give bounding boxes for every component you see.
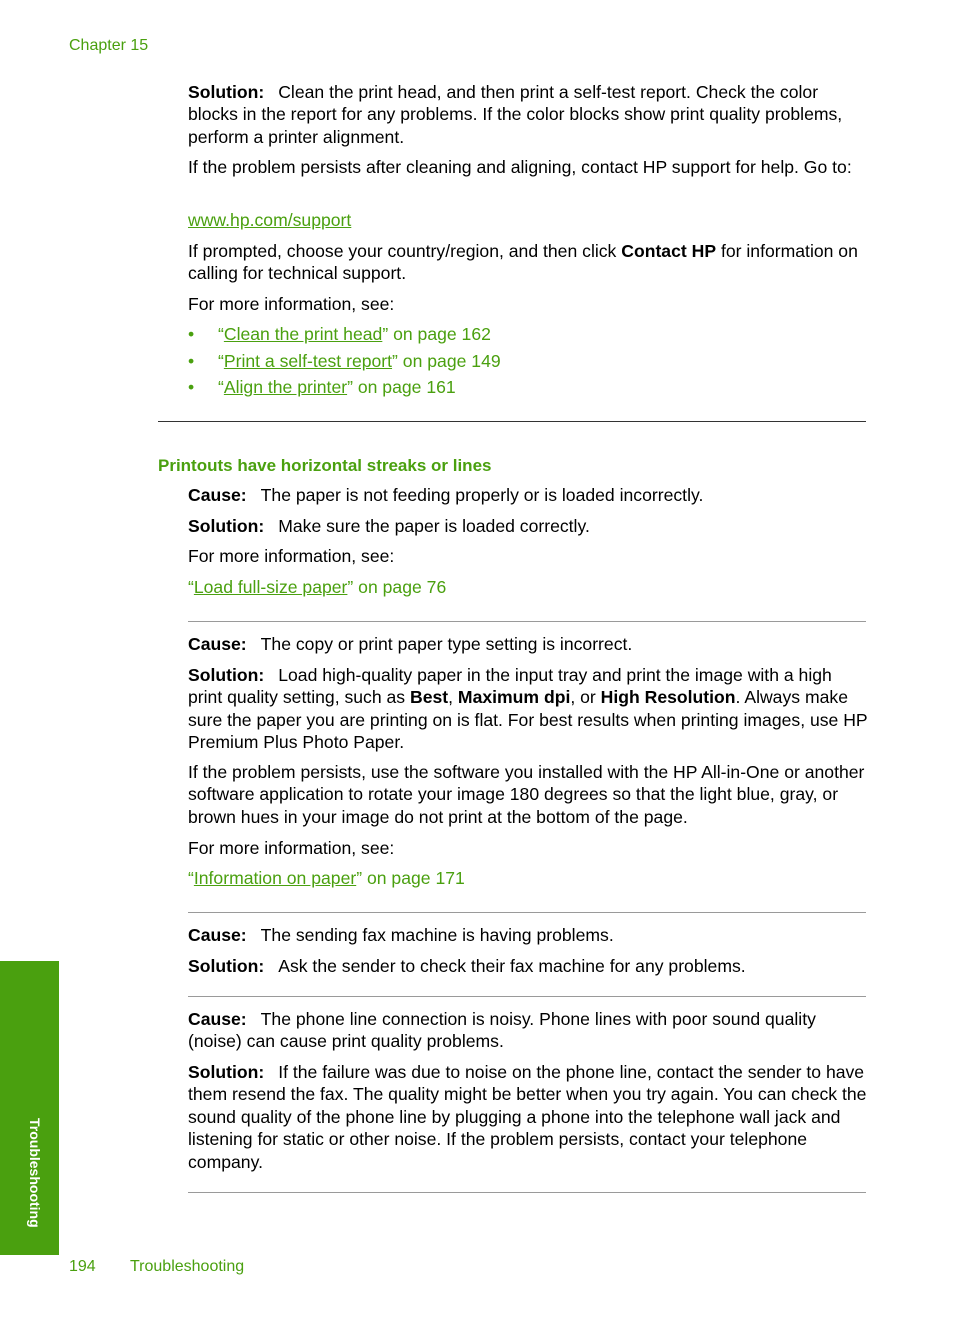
prompt-text-after: for information on calling for technical support. bbox=[188, 241, 858, 284]
cause-label: Cause: bbox=[188, 925, 247, 945]
support-link-line bbox=[188, 209, 868, 231]
page-ref: ” on page 161 bbox=[347, 377, 456, 397]
cause-text: The paper is not feeding properly or is loaded incorrectly. bbox=[260, 485, 704, 505]
quote-open: “ bbox=[188, 868, 194, 888]
quote-open: “ bbox=[218, 324, 224, 344]
cause-paragraph bbox=[188, 924, 868, 946]
contact-hp-bold: Contact HP bbox=[621, 241, 717, 261]
link-align-printer[interactable]: Align the printer bbox=[223, 377, 348, 397]
side-tab-label: Troubleshooting bbox=[27, 1118, 43, 1228]
bullet-icon: • bbox=[188, 351, 195, 371]
list-item bbox=[188, 350, 501, 372]
solution-label: Solution: bbox=[188, 82, 265, 102]
prompt-text: If prompted, choose your country/region, and then click bbox=[188, 241, 622, 261]
more-info-label: For more information, see: bbox=[188, 838, 395, 858]
solution-text: If the failure was due to noise on the phone line, contact the sender to have them resend the fax. The quality might be better when you try again. You can check the sound quality of the phone line by plugging a phone into the telephone wall jack and listening for static or other noise. If the problem persists, contact your telephone company. bbox=[188, 1062, 867, 1172]
solution-text: Clean the print head, and then print a self-test report. Check the color blocks in the report for any problems. If the color blocks show print quality problems, perform a printer alignment. bbox=[188, 82, 843, 147]
solution-text-end: . Always make sure the paper you are printing on is flat. For best results when printing images, use HP Premium Plus Photo Paper. bbox=[188, 687, 868, 753]
solution-text: Load high-quality paper in the input tray and print the image with a high print quality setting, such as bbox=[188, 665, 832, 708]
quote-open: “ bbox=[218, 351, 224, 371]
quote-open: “ bbox=[218, 377, 224, 397]
section-divider bbox=[158, 421, 866, 422]
block-divider bbox=[188, 621, 866, 622]
solution-paragraph bbox=[188, 955, 868, 977]
solution-label: Solution: bbox=[188, 1062, 265, 1082]
support-link[interactable]: www.hp.com/support bbox=[188, 210, 352, 230]
page-ref: ” on page 171 bbox=[356, 868, 465, 888]
bullet-icon: • bbox=[188, 377, 195, 397]
block-divider bbox=[188, 1192, 866, 1193]
list-item bbox=[188, 323, 491, 345]
persist-paragraph: If the problem persists after cleaning and aligning, contact HP support for help. Go to: bbox=[188, 157, 852, 177]
section-title: Printouts have horizontal streaks or lines bbox=[158, 456, 492, 475]
solution-paragraph bbox=[188, 515, 868, 537]
solution-text: Ask the sender to check their fax machine for any problems. bbox=[278, 956, 746, 976]
cause-label: Cause: bbox=[188, 1009, 247, 1029]
prompt-paragraph bbox=[188, 240, 868, 285]
page-number: 194 bbox=[69, 1258, 96, 1275]
setting-best: Best bbox=[410, 687, 449, 708]
cause-text: The copy or print paper type setting is incorrect. bbox=[260, 634, 633, 654]
list-item bbox=[188, 376, 456, 398]
page-ref: ” on page 162 bbox=[382, 324, 491, 344]
more-info-label: For more information, see: bbox=[188, 546, 395, 566]
block-divider bbox=[188, 996, 866, 997]
cause-text: The phone line connection is noisy. Phone lines with poor sound quality (noise) can cause print quality problems. bbox=[188, 1009, 816, 1052]
persist-paragraph: If the problem persists, use the software you installed with the HP All-in-One or another software application to rotate your image 180 degrees so that the light blue, gray, or brown hues in your image do not print at the bottom of the page. bbox=[188, 762, 865, 827]
cause-label: Cause: bbox=[188, 485, 247, 505]
solution-paragraph bbox=[188, 664, 868, 754]
quote-open: “ bbox=[188, 577, 194, 597]
footer-section: Troubleshooting bbox=[130, 1258, 245, 1275]
solution-label: Solution: bbox=[188, 956, 265, 976]
page-ref: ” on page 76 bbox=[347, 577, 447, 597]
link-clean-print-head[interactable]: Clean the print head bbox=[223, 324, 383, 344]
setting-high-resolution: High Resolution bbox=[600, 687, 736, 708]
cause-text: The sending fax machine is having problems. bbox=[260, 925, 614, 945]
solution-label: Solution: bbox=[188, 665, 265, 685]
setting-max-dpi: Maximum dpi bbox=[457, 687, 571, 708]
reference-line bbox=[188, 576, 868, 598]
page-ref: ” on page 149 bbox=[392, 351, 501, 371]
more-info-label: For more information, see: bbox=[188, 294, 395, 314]
reference-line bbox=[188, 867, 868, 889]
cause-label: Cause: bbox=[188, 634, 247, 654]
separator: , bbox=[448, 687, 458, 708]
link-self-test-report[interactable]: Print a self-test report bbox=[223, 351, 393, 371]
block-divider bbox=[188, 912, 866, 913]
cause-paragraph bbox=[188, 633, 868, 655]
intro-solution bbox=[188, 81, 868, 148]
cause-paragraph bbox=[188, 484, 868, 506]
bullet-icon: • bbox=[188, 324, 195, 344]
solution-paragraph bbox=[188, 1061, 868, 1173]
link-load-paper[interactable]: Load full-size paper bbox=[193, 577, 348, 597]
solution-text: Make sure the paper is loaded correctly. bbox=[278, 516, 590, 536]
solution-label: Solution: bbox=[188, 516, 265, 536]
separator: , or bbox=[570, 687, 601, 708]
chapter-header: Chapter 15 bbox=[69, 37, 149, 54]
cause-paragraph bbox=[188, 1008, 868, 1053]
link-information-on-paper[interactable]: Information on paper bbox=[193, 868, 357, 888]
